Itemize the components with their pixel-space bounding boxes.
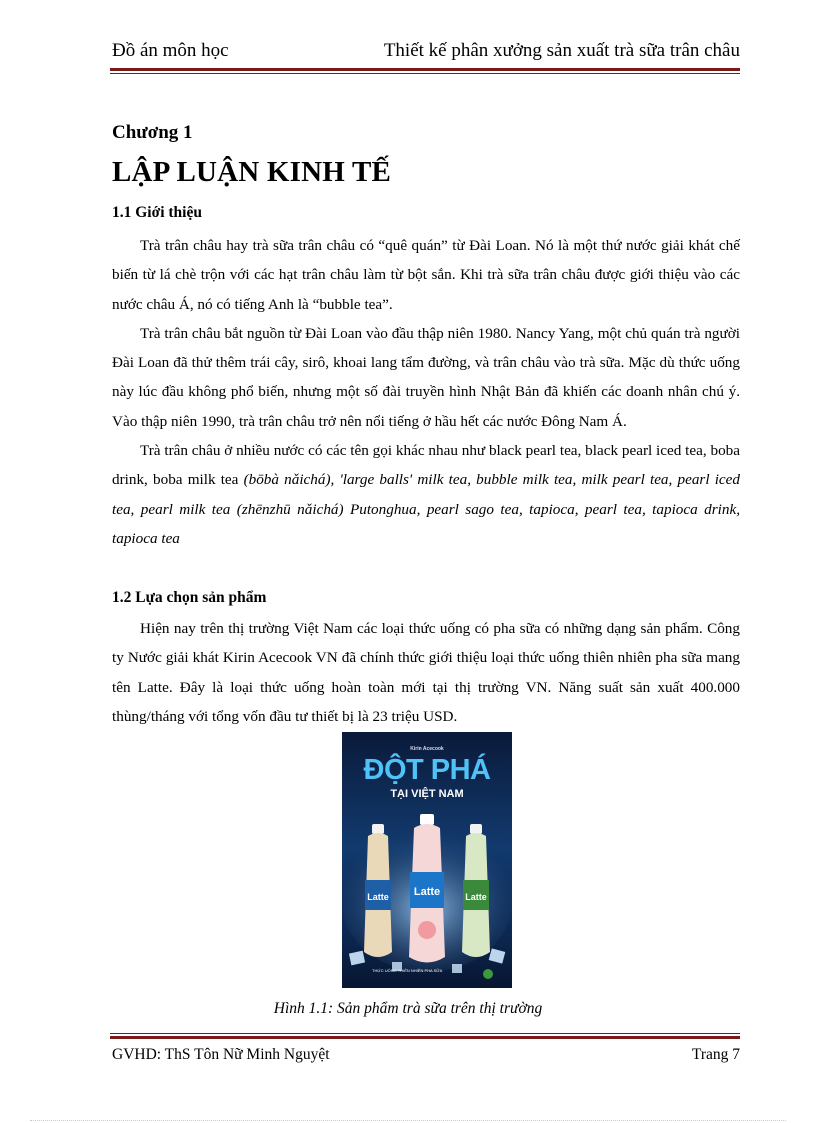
footer-supervisor: GVHD: ThS Tôn Nữ Minh Nguyệt	[112, 1046, 330, 1063]
section-heading-intro: 1.1 Giới thiệu	[112, 204, 202, 221]
header-rule-thin	[110, 73, 740, 74]
header-course-label: Đồ án môn học	[112, 40, 229, 61]
bottle-center-label: Latte	[413, 886, 441, 898]
figure-footer-text: THỨC UỐNG THIÊN NHIÊN PHA SỮA	[372, 968, 443, 973]
footer-page-number: Trang 7	[691, 1046, 740, 1063]
figure-headline: ĐỘT PHÁ	[363, 754, 491, 786]
paragraph-names-normal: Trà trân châu ở nhiều nước có các tên gọi khác nhau như black pearl tea, black pearl iced tea, boba drink, boba milk tea	[112, 442, 740, 489]
bottle-left	[364, 824, 392, 957]
bottle-left-label: Latte	[367, 892, 389, 902]
page-header	[112, 38, 740, 68]
chapter-title: LẬP LUẬN KINH TẾ	[112, 156, 392, 188]
bottle-center	[409, 814, 445, 963]
figure-caption: Hình 1.1: Sản phẩm trà sữa trên thị trường	[273, 1000, 543, 1017]
footer-rule-thin	[110, 1033, 740, 1034]
bottle-right	[462, 824, 490, 957]
paragraph: Hiện nay trên thị trường Việt Nam các loại thức uống có pha sữa có những dạng sản phẩm. Công ty Nước giải khát Kirin Acecook VN đã chính thức giới thiệu loại thức uống thiên nhiên pha sữa mang tên Latte. Đây là loại thức uống hoàn toàn mới tại thị trường VN. Năng suất sản xuất 400.000 thùng/tháng với tổng vốn đầu tư thiết bị là 23 triệu USD.	[112, 620, 740, 725]
paragraph-names-italic: (bōbà nǎichá), 'large balls' milk tea, bubble milk tea, milk pearl tea, pearl iced tea, pearl milk tea (zhēnzhū nǎichá) Putonghua, pearl sago tea, tapioca, pearl tea, tapioca drink, tapioca tea	[112, 471, 740, 547]
chapter-label: Chương 1	[112, 122, 193, 143]
bottle-right-label: Latte	[465, 892, 487, 902]
section-heading-product: 1.2 Lựa chọn sản phẩm	[112, 589, 267, 606]
section-body-intro	[112, 231, 740, 553]
header-project-title: Thiết kế phân xưởng sản xuất trà sữa trân châu	[383, 40, 740, 61]
header-rule-thick	[110, 68, 740, 71]
figure-brand-text: Kirin Acecook	[410, 746, 444, 752]
figure-subline: TẠI VIỆT NAM	[390, 788, 464, 800]
paragraph: Trà trân châu bắt nguồn từ Đài Loan vào đầu thập niên 1980. Nancy Yang, một chủ quán trà người Đài Loan đã thử thêm trái cây, sirô, khoai lang tẩm đường, và trân châu vào trà sữa. Mặc dù thức uống này lúc đầu không phổ biến, nhưng một số đài truyền hình Nhật Bản đã khiến các doanh nhân chú ý. Vào thập niên 1990, trà trân châu trở nên nổi tiếng ở hầu hết các nước Đông Nam Á.	[112, 324, 740, 430]
bottles-illustration	[342, 802, 512, 988]
paragraph-names	[112, 436, 740, 553]
page-bottom-border	[30, 1120, 786, 1121]
footer-rule-thick	[110, 1036, 740, 1039]
logo-badge	[483, 969, 493, 979]
product-image	[342, 732, 512, 988]
paragraph: Trà trân châu hay trà sữa trân châu có “quê quán” từ Đài Loan. Nó là một thứ nước giải khát chế biến từ lá chè trộn với các hạt trân châu làm từ bột sắn. Khi trà sữa trân châu được giới thiệu vào các nước châu Á, nó có tiếng Anh là “bubble tea”.	[112, 237, 740, 313]
section-body-product	[112, 614, 740, 731]
